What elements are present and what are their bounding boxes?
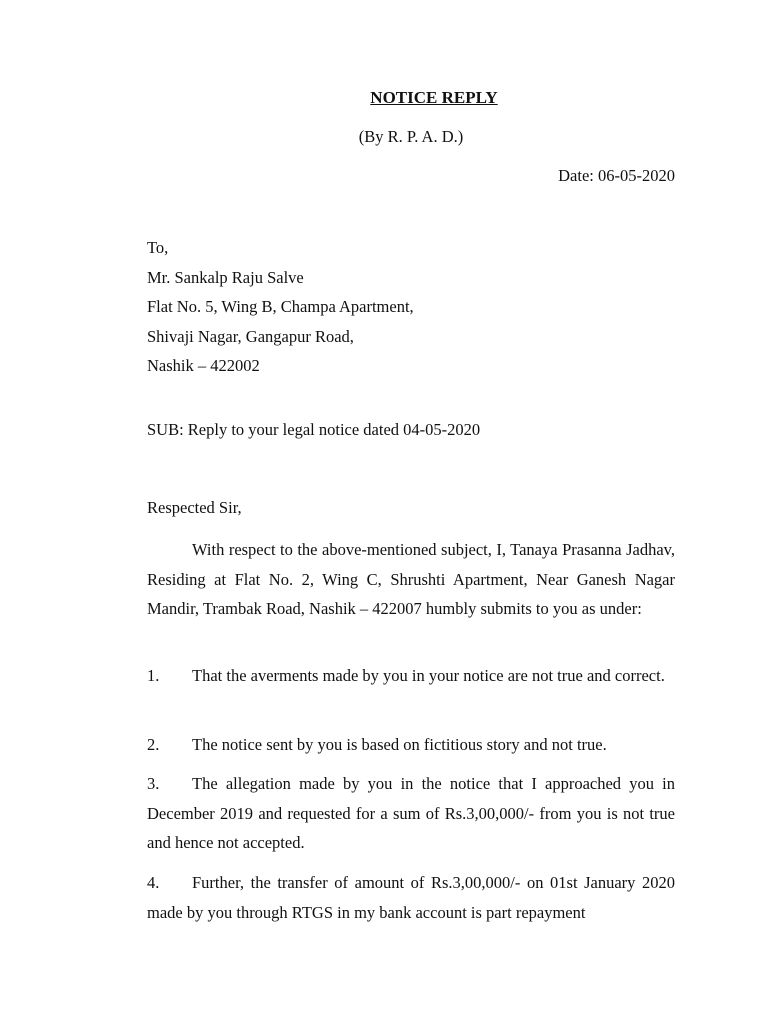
point-4 (147, 868, 675, 927)
intro-paragraph: With respect to the above-mentioned subject, I, Tanaya Prasanna Jadhav, Residing at Flat No. 2, Wing C, Shrushti Apartment, Near Ganesh Nagar Mandir, Trambak Road, Nashik – 422007 humbly submits to you as under: (147, 540, 675, 618)
point-text: That the averments made by you in your notice are not true and correct. (192, 666, 665, 685)
address-to: To, (147, 238, 169, 257)
address-line-1: Flat No. 5, Wing B, Champa Apartment, (147, 297, 414, 316)
recipient-name: Mr. Sankalp Raju Salve (147, 267, 304, 287)
document-title: NOTICE REPLY (370, 88, 498, 107)
delivery-mode: (By R. P. A. D.) (358, 127, 464, 146)
point-number: 2. (147, 735, 160, 754)
point-text: The allegation made by you in the notice that I approached you in December 2019 and requested for a sum of Rs.3,00,000/- from you is not true and hence not accepted. (147, 774, 675, 852)
point-3 (147, 769, 675, 858)
address-line-3: Nashik – 422002 (147, 356, 260, 375)
subject-line: SUB: Reply to your legal notice dated 04-05-2020 (147, 420, 481, 439)
point-number: 1. (147, 666, 160, 685)
point-1 (147, 661, 675, 691)
salutation: Respected Sir, (147, 498, 242, 517)
point-text: Further, the transfer of amount of Rs.3,00,000/- on 01st January 2020 made by you through RTGS in my bank account is part repayment (147, 873, 675, 922)
point-text: The notice sent by you is based on fictitious story and not true. (192, 735, 607, 754)
recipient-address (147, 233, 414, 381)
address-line-2: Shivaji Nagar, Gangapur Road, (147, 326, 354, 346)
point-number: 3. (147, 774, 160, 793)
point-2 (147, 730, 675, 760)
notice-date: Date: 06-05-2020 (558, 166, 675, 185)
point-number: 4. (147, 873, 160, 892)
